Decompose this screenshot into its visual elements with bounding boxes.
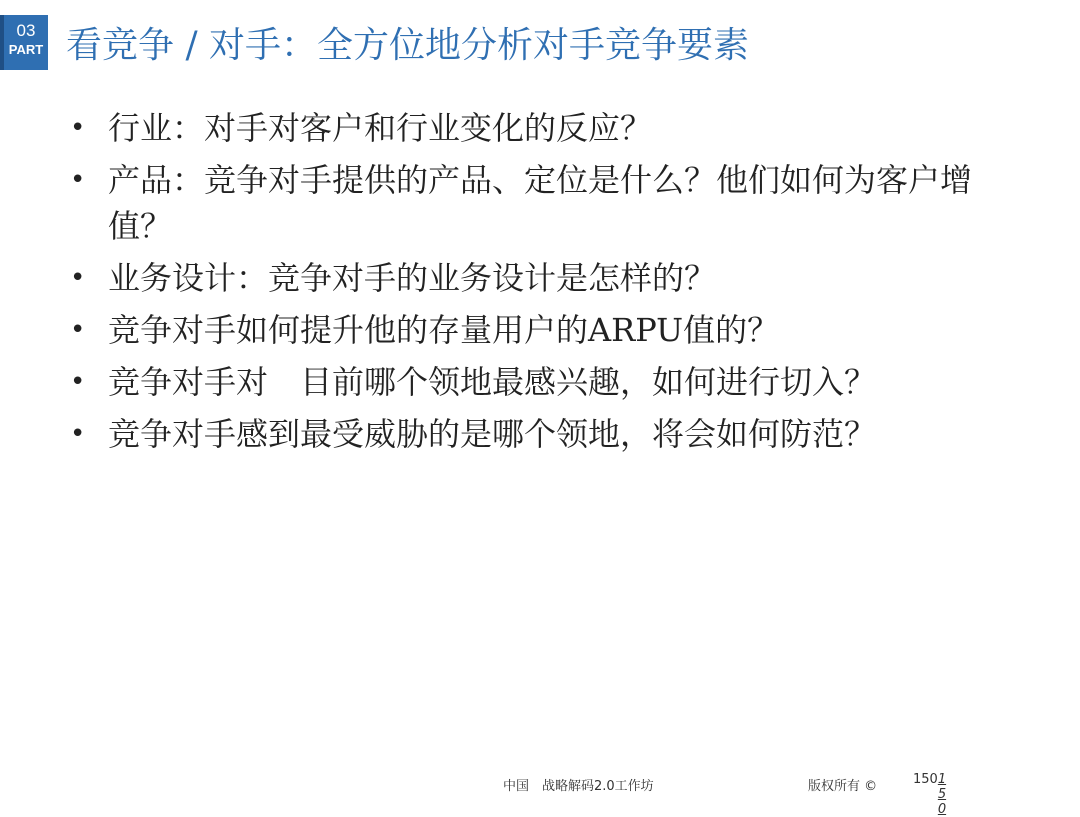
- bullet-dot-icon: •: [70, 367, 86, 397]
- part-label: PART: [8, 42, 44, 57]
- bullet-text: 业务设计：竞争对手的业务设计是怎样的？: [108, 259, 717, 297]
- bullet-item: [62, 105, 1022, 151]
- bullet-text: 竞争对手感到最受威胁的是哪个领地，将会如何防范？: [108, 415, 877, 453]
- footer-copyright: 版权所有 ©: [808, 779, 878, 794]
- bullet-dot-icon: •: [70, 165, 86, 195]
- bullet-text: 行业：对手对客户和行业变化的反应？: [108, 109, 653, 147]
- page-number-base: 150: [913, 772, 938, 787]
- bullet-text: 产品：竞争对手提供的产品、定位是什么？他们如何为客户增值？: [108, 161, 973, 245]
- bullet-dot-icon: •: [70, 419, 86, 449]
- part-badge: [0, 15, 48, 70]
- part-number: 03: [16, 21, 36, 40]
- bullet-item: [62, 255, 1022, 301]
- bullet-dot-icon: •: [70, 113, 86, 143]
- bullet-list: [62, 105, 1022, 457]
- page-number: [913, 772, 954, 817]
- bullet-item: [62, 359, 1022, 405]
- bullet-text: 竞争对手对 目前哪个领地最感兴趣，如何进行切入？: [108, 363, 877, 401]
- bullet-dot-icon: •: [70, 263, 86, 293]
- bullet-item: [62, 157, 1022, 249]
- page-number-field: 150: [937, 772, 947, 817]
- bullet-item: [62, 411, 1022, 457]
- footer-org: 中国 战略解码2.0工作坊: [503, 779, 654, 794]
- bullet-item: [62, 307, 1022, 353]
- slide-title: 看竞争 / 对手：全方位地分析对手竞争要素: [66, 25, 750, 66]
- bullet-text: 竞争对手如何提升他的存量用户的ARPU值的？: [108, 311, 780, 349]
- bullet-list-container: [62, 105, 1022, 463]
- bullet-dot-icon: •: [70, 315, 86, 345]
